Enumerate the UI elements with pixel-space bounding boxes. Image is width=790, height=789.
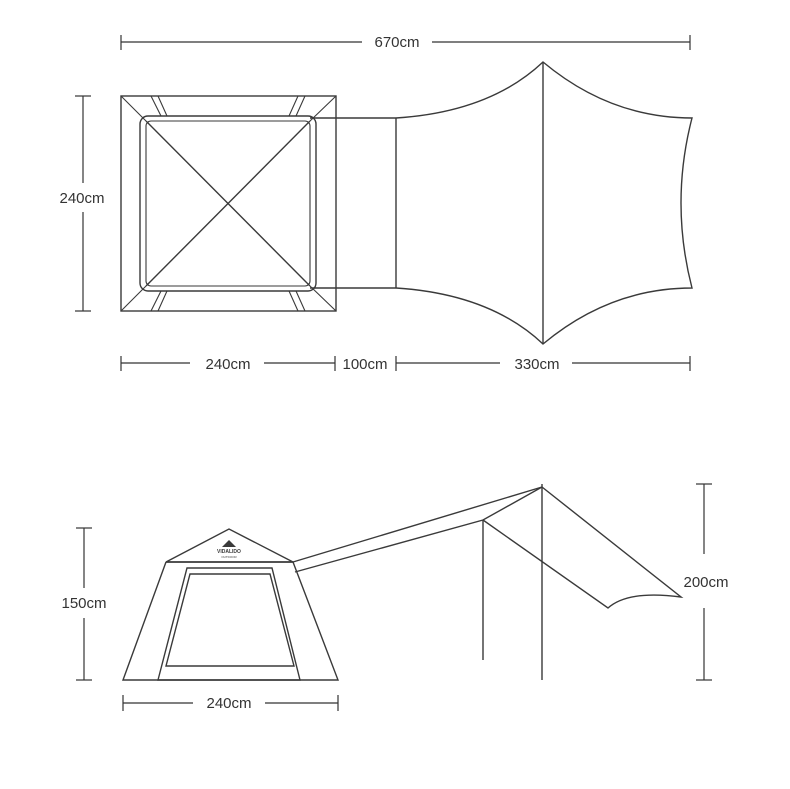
corner-seam-tl [121, 96, 146, 121]
canopy-flap [483, 487, 681, 608]
dim-depth [59, 96, 104, 311]
dim-pole-height [683, 484, 728, 680]
dim-label-canopy-width: 330cm [514, 356, 560, 373]
tent-elevation [123, 529, 338, 680]
tent-body [123, 562, 338, 680]
dim-tent-height [61, 528, 106, 680]
canopy-elevation [293, 484, 681, 680]
corner-seam-bl [121, 286, 146, 311]
strap-bottom-left [151, 291, 167, 311]
strap-top-left [151, 96, 167, 116]
tent-door-frame [158, 568, 300, 680]
tent-plan [121, 96, 336, 311]
dim-label-total-width: 670cm [374, 34, 420, 51]
dim-label-pole-height: 200cm [683, 574, 729, 591]
corner-seam-br [310, 286, 336, 311]
side-view [61, 484, 728, 712]
dim-label-connector-width: 100cm [342, 356, 388, 373]
dim-label-side-tent-width: 240cm [206, 695, 252, 712]
tent-door [166, 574, 294, 666]
dim-label-depth: 240cm [59, 190, 105, 207]
dim-label-tent-height: 150cm [61, 595, 107, 612]
brand-logo [217, 540, 241, 559]
connector-plan [310, 118, 396, 288]
dim-total-width [121, 34, 690, 51]
corner-seam-tr [310, 96, 336, 121]
canopy-top-edge [293, 487, 542, 562]
strap-top-right [289, 96, 305, 116]
logo-subtext: OUTDOOR [221, 555, 237, 559]
logo-text: VIDALIDO [217, 549, 241, 555]
canopy-lower-edge [295, 487, 542, 572]
strap-bottom-right [289, 291, 305, 311]
logo-mark-icon [222, 540, 236, 547]
dim-segments [121, 356, 690, 373]
dim-label-tent-width: 240cm [205, 356, 251, 373]
dim-side-tent-width [123, 695, 338, 712]
canopy-plan [396, 62, 692, 344]
top-view [59, 34, 692, 373]
canopy-outline [396, 62, 692, 344]
